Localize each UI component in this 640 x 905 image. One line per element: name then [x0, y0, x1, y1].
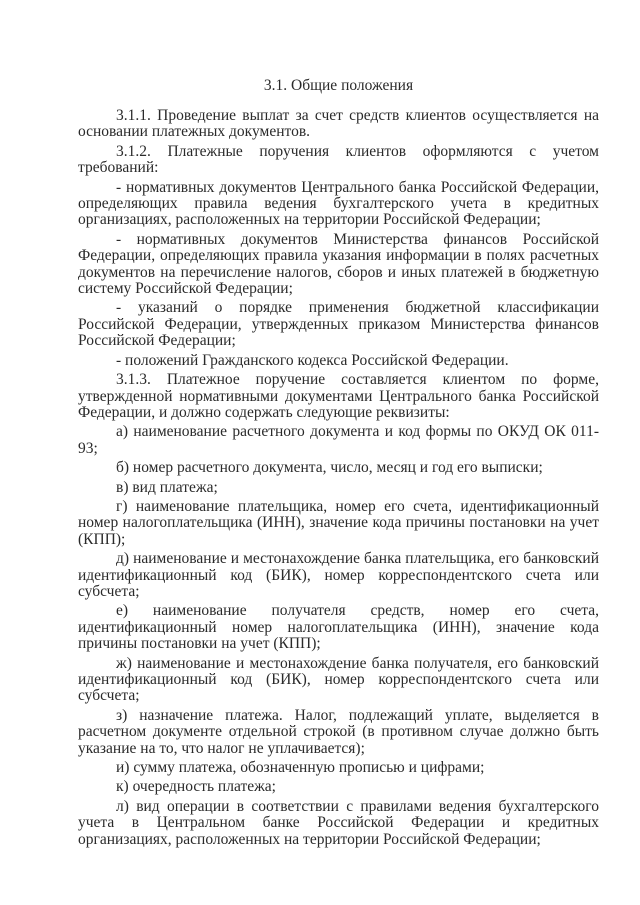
requisite-d: д) наименование и местонахождение банка плательщика, его банковский идентификационный код (БИК), номер корреспондентского счета или субсчета;	[78, 550, 599, 600]
paragraph-3-1-1: 3.1.1. Проведение выплат за счет средств клиентов осуществляется на основании платежных документов.	[78, 107, 599, 141]
requisite-b: б) номер расчетного документа, число, месяц и год его выписки;	[116, 459, 543, 477]
section-heading: 3.1. Общие положения	[263, 77, 414, 94]
paragraph-3-1-2: 3.1.2. Платежные поручения клиентов оформляются с учетом требований:	[78, 142, 599, 177]
requisite-e: е) наименование получателя средств, номер его счета, идентификационный номер налогоплательщика (ИНН), значение кода причины постановки на учет (КПП);	[78, 602, 599, 653]
requisite-zh: ж) наименование и местонахождение банка получателя, его банковский идентификационный код (БИК), номер корреспондентского счета или субсчета;	[78, 654, 599, 705]
requisite-z: з) назначение платежа. Налог, подлежащий уплате, выделяется в расчетном документе отдельной строкой (в противном случае должно быть указание на то, что налог не уплачивается);	[78, 706, 599, 757]
requisite-i: и) сумму платежа, обозначенную прописью и цифрами;	[116, 759, 485, 777]
requirement-civil-code: - положений Гражданского кодекса Российской Федерации.	[116, 351, 509, 369]
requirement-budget-classification: - указаний о порядке применения бюджетной классификации Российской Федерации, утвержденных приказом Министерства финансов Российской Федерации;	[78, 299, 599, 350]
document-body	[78, 108, 599, 848]
requisite-a: а) наименование расчетного документа и код формы по ОКУД ОК 011-93;	[78, 423, 599, 457]
requisite-g: г) наименование плательщика, номер его счета, идентификационный номер налогоплательщика (ИНН), значение кода причины постановки на учет (КПП);	[78, 497, 599, 548]
paragraph-3-1-3: 3.1.3. Платежное поручение составляется клиентом по форме, утвержденной нормативными документами Центрального банка Российской Федерации, и должно содержать следующие реквизиты:	[78, 371, 599, 421]
requirement-minfin-documents: - нормативных документов Министерства финансов Российской Федерации, определяющих правила указания информации в полях расчетных документов на перечисление налогов, сборов и иных платежей в бюджетную систему Российской Федерации;	[78, 230, 599, 298]
requisite-l: л) вид операции в соответствии с правилами ведения бухгалтерского учета в Центральном банке Российской Федерации и кредитных организациях, расположенных на территории Российской Федерации;	[78, 797, 599, 848]
requisite-v: в) вид платежа;	[116, 478, 218, 496]
requisite-k: к) очередность платежа;	[116, 778, 276, 796]
requirement-cbr-documents: - нормативных документов Центрального банка Российской Федерации, определяющих правила ведения бухгалтерского учета в кредитных организациях, расположенных на территории Российской Федерации;	[78, 178, 599, 229]
document-page	[78, 0, 599, 905]
